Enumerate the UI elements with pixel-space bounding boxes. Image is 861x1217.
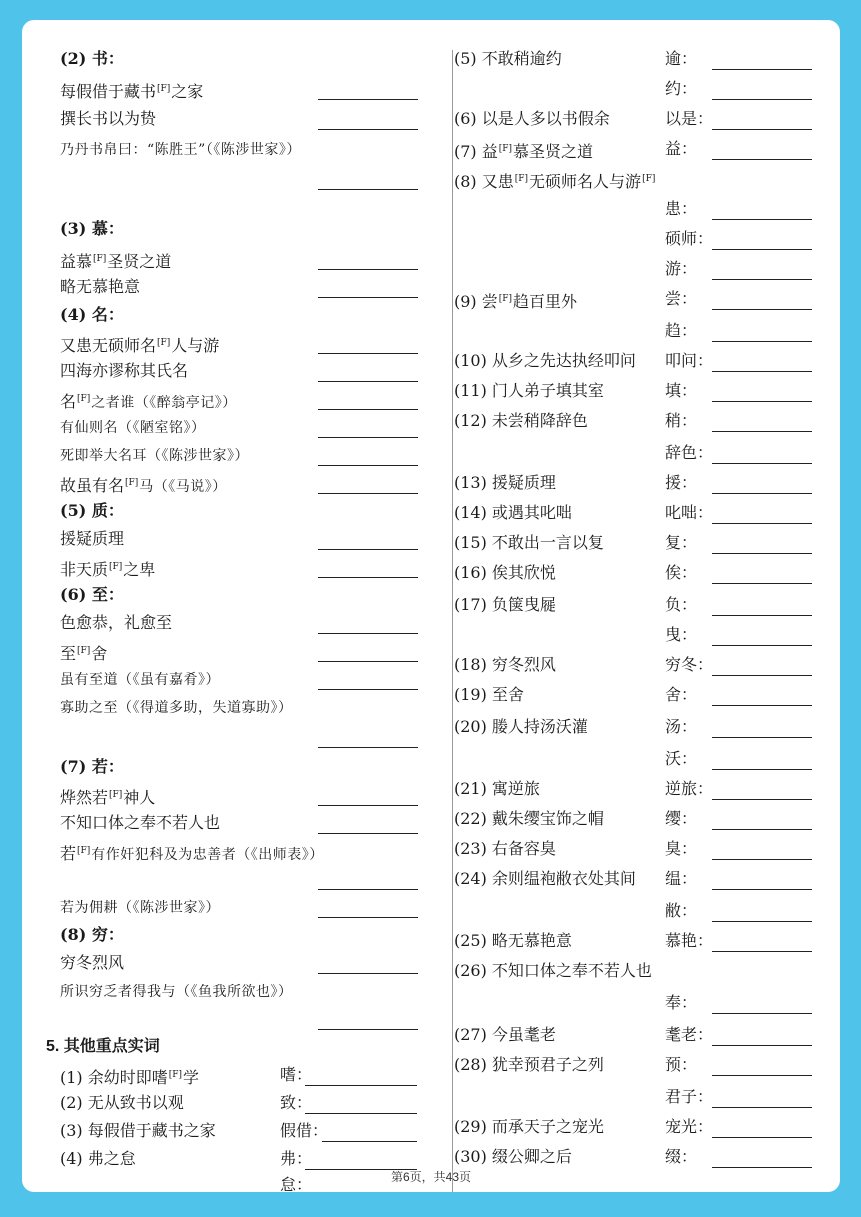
item-r17b: 曳： xyxy=(454,622,814,648)
item-r12: (12) 未尝稍降辞色 稍： xyxy=(454,408,814,434)
item-r8-b: 硕师： xyxy=(454,226,814,252)
heading-zhi2: (6) 至： xyxy=(60,585,124,604)
answer-line[interactable] xyxy=(712,431,812,432)
item-r24: (24) 余则缊袍敝衣处其间 缊： xyxy=(454,866,814,892)
item-r21: (21) 寓逆旅 逆旅： xyxy=(454,776,814,802)
item-r15: (15) 不敢出一言以复 复： xyxy=(454,530,814,556)
section-5-title: 5. 其他重点实词 xyxy=(46,1038,160,1055)
page-number: 第6页，共43页 xyxy=(390,1170,472,1184)
answer-line[interactable] xyxy=(318,747,418,748)
answer-line[interactable] xyxy=(712,1107,812,1108)
answer-line[interactable] xyxy=(712,69,812,70)
item-r26b: 奉： xyxy=(454,990,814,1016)
item-qiong-2-answer xyxy=(60,1006,420,1032)
item-r8-a: 患： xyxy=(454,196,814,222)
answer-line[interactable] xyxy=(318,269,418,270)
answer-line[interactable] xyxy=(712,645,812,646)
answer-line[interactable] xyxy=(318,437,418,438)
item-zhi-1: 援疑质理 xyxy=(60,526,420,552)
item-zhi2-1: 色愈恭，礼愈至 xyxy=(60,610,420,636)
answer-line[interactable] xyxy=(322,1141,417,1142)
heading-shu: (2) 书： xyxy=(60,49,124,68)
answer-line[interactable] xyxy=(712,99,812,100)
item-r17: (17) 负箧曳屣 负： xyxy=(454,592,814,618)
answer-line[interactable] xyxy=(712,769,812,770)
answer-line[interactable] xyxy=(318,129,418,130)
answer-line[interactable] xyxy=(318,661,418,662)
item-r30: (30) 缀公卿之后 缀： xyxy=(454,1144,814,1170)
answer-line[interactable] xyxy=(305,1113,417,1114)
item-zhi2-4: 寡助之至（《得道多助，失道寡助》） xyxy=(60,700,293,716)
item-qiong-2: 所识穷乏者得我与（《鱼我所欲也》） xyxy=(60,984,293,1000)
item-mu-2: 略无慕艳意 xyxy=(60,274,420,300)
answer-line[interactable] xyxy=(318,549,418,550)
item-r8-c: 游： xyxy=(454,256,814,282)
answer-line[interactable] xyxy=(712,249,812,250)
heading-qiong: (8) 穷： xyxy=(60,925,124,944)
answer-line[interactable] xyxy=(712,523,812,524)
item-r27: (27) 今虽耄老 耄老： xyxy=(454,1022,814,1048)
item-sec5-3: (3) 每假借于藏书之家 假借： xyxy=(60,1118,420,1144)
answer-line[interactable] xyxy=(318,889,418,890)
answer-line[interactable] xyxy=(712,675,812,676)
answer-line[interactable] xyxy=(712,219,812,220)
answer-line[interactable] xyxy=(712,705,812,706)
answer-line[interactable] xyxy=(712,341,812,342)
item-r25: (25) 略无慕艳意 慕艳： xyxy=(454,928,814,954)
answer-line[interactable] xyxy=(318,917,418,918)
item-qiong-1: 穷冬烈风 xyxy=(60,950,420,976)
item-r14: (14) 或遇其叱咄 叱咄： xyxy=(454,500,814,526)
answer-line[interactable] xyxy=(712,737,812,738)
item-zhi-2: 非天质[F]之卑 xyxy=(60,554,420,580)
item-r13: (13) 援疑质理 援： xyxy=(454,470,814,496)
item-ming-5: 死即举大名耳（《陈涉世家》） xyxy=(60,442,420,468)
item-r16: (16) 俟其欣悦 俟： xyxy=(454,560,814,586)
answer-line[interactable] xyxy=(712,859,812,860)
answer-line[interactable] xyxy=(712,1045,812,1046)
answer-line[interactable] xyxy=(318,189,418,190)
answer-line[interactable] xyxy=(318,381,418,382)
answer-line[interactable] xyxy=(712,371,812,372)
item-ruo-4: 若为佣耕（《陈涉世家》） xyxy=(60,894,420,920)
item-ruo-1: 烨然若[F]神人 xyxy=(60,782,420,808)
answer-line[interactable] xyxy=(318,833,418,834)
answer-line[interactable] xyxy=(712,493,812,494)
item-r20: (20) 媵人持汤沃灌 汤： xyxy=(454,714,814,740)
heading-ruo: (7) 若： xyxy=(60,757,124,776)
heading-zhi: (5) 质： xyxy=(60,501,124,520)
item-r28: (28) 犹幸预君子之列 预： xyxy=(454,1052,814,1078)
answer-line[interactable] xyxy=(305,1085,417,1086)
answer-line[interactable] xyxy=(712,309,812,310)
answer-line[interactable] xyxy=(318,805,418,806)
answer-line[interactable] xyxy=(318,465,418,466)
item-ruo-2: 不知口体之奉不若人也 xyxy=(60,810,420,836)
item-shu-3-answer xyxy=(60,166,420,192)
item-r28b: 君子： xyxy=(454,1084,814,1110)
heading-mu: (3) 慕： xyxy=(60,219,124,238)
item-ruo-3-answer xyxy=(60,866,420,892)
item-r19: (19) 至舍 舍： xyxy=(454,682,814,708)
item-ming-6: 故虽有名[F]马（《马说》） xyxy=(60,470,420,496)
item-shu-2: 撰长书以为贽 xyxy=(60,106,420,132)
answer-line[interactable] xyxy=(318,1029,418,1030)
answer-line[interactable] xyxy=(712,159,812,160)
heading-ming: (4) 名： xyxy=(60,305,124,324)
answer-line[interactable] xyxy=(712,889,812,890)
answer-line[interactable] xyxy=(712,401,812,402)
item-ruo-3: 若[F]有作奸犯科及为忠善者（《出师表》） xyxy=(60,844,324,863)
item-r22: (22) 戴朱缨宝饰之帽 缨： xyxy=(454,806,814,832)
answer-line[interactable] xyxy=(712,279,812,280)
item-zhi2-4-answer xyxy=(60,724,420,750)
answer-line[interactable] xyxy=(712,1075,812,1076)
item-r5: (5) 不敢稍逾约 逾： xyxy=(454,46,814,72)
answer-line[interactable] xyxy=(318,493,418,494)
item-sec5-2: (2) 无从致书以观 致： xyxy=(60,1090,420,1116)
item-zhi2-2: 至[F]舍 xyxy=(60,638,420,664)
answer-line[interactable] xyxy=(318,689,418,690)
item-r6: (6) 以是人多以书假余 以是： xyxy=(454,106,814,132)
item-zhi2-3: 虽有至道（《虽有嘉肴》） xyxy=(60,666,420,692)
item-r24b: 敝： xyxy=(454,898,814,924)
item-shu-1: 每假借于藏书[F]之家 xyxy=(60,76,420,102)
answer-line[interactable] xyxy=(318,409,418,410)
item-ming-1: 又患无硕师名[F]人与游 xyxy=(60,330,420,356)
answer-line[interactable] xyxy=(318,633,418,634)
answer-line[interactable] xyxy=(712,799,812,800)
column-divider xyxy=(452,50,453,1192)
answer-line[interactable] xyxy=(712,463,812,464)
answer-line[interactable] xyxy=(712,1013,812,1014)
answer-line[interactable] xyxy=(712,1137,812,1138)
item-mu-1: 益慕[F]圣贤之道 xyxy=(60,246,420,272)
item-r9: (9) 尝[F]趋百里外 尝： xyxy=(454,286,814,312)
item-r23: (23) 右备容臭 臭： xyxy=(454,836,814,862)
answer-line[interactable] xyxy=(712,583,812,584)
answer-line[interactable] xyxy=(318,973,418,974)
item-r12b: 辞色： xyxy=(454,440,814,466)
answer-line[interactable] xyxy=(318,577,418,578)
answer-line[interactable] xyxy=(712,921,812,922)
item-ming-3: 名[F]之者谁（《醉翁亭记》） xyxy=(60,386,420,412)
answer-line[interactable] xyxy=(712,129,812,130)
item-r8: (8) 又患[F]无硕师名人与游[F] xyxy=(454,172,656,191)
answer-line[interactable] xyxy=(712,829,812,830)
answer-line[interactable] xyxy=(712,553,812,554)
item-ming-2: 四海亦谬称其氏名 xyxy=(60,358,420,384)
answer-line[interactable] xyxy=(318,353,418,354)
item-ming-4: 有仙则名（《陋室铭》） xyxy=(60,414,420,440)
answer-line[interactable] xyxy=(318,297,418,298)
item-shu-3: 乃丹书帛曰：“陈胜王”（《陈涉世家》） xyxy=(60,142,301,158)
answer-line[interactable] xyxy=(712,615,812,616)
item-sec5-4b: 怠： xyxy=(60,1172,420,1192)
item-sec5-4: (4) 弗之怠 弗： xyxy=(60,1146,420,1172)
item-r11: (11) 门人弟子填其室 填： xyxy=(454,378,814,404)
item-r5b: 约： xyxy=(454,76,814,102)
answer-line[interactable] xyxy=(712,951,812,952)
item-r10: (10) 从乡之先达执经叩问 叩问： xyxy=(454,348,814,374)
item-r9b: 趋： xyxy=(454,318,814,344)
item-r18: (18) 穷冬烈风 穷冬： xyxy=(454,652,814,678)
item-r29: (29) 而承天子之宠光 宠光： xyxy=(454,1114,814,1140)
answer-line[interactable] xyxy=(318,99,418,100)
item-r7: (7) 益[F]慕圣贤之道 益： xyxy=(454,136,814,162)
item-r26: (26) 不知口体之奉不若人也 xyxy=(454,961,652,980)
item-r20b: 沃： xyxy=(454,746,814,772)
worksheet-page xyxy=(22,20,840,1192)
item-sec5-1: (1) 余幼时即嗜[F]学 嗜： xyxy=(60,1062,420,1088)
